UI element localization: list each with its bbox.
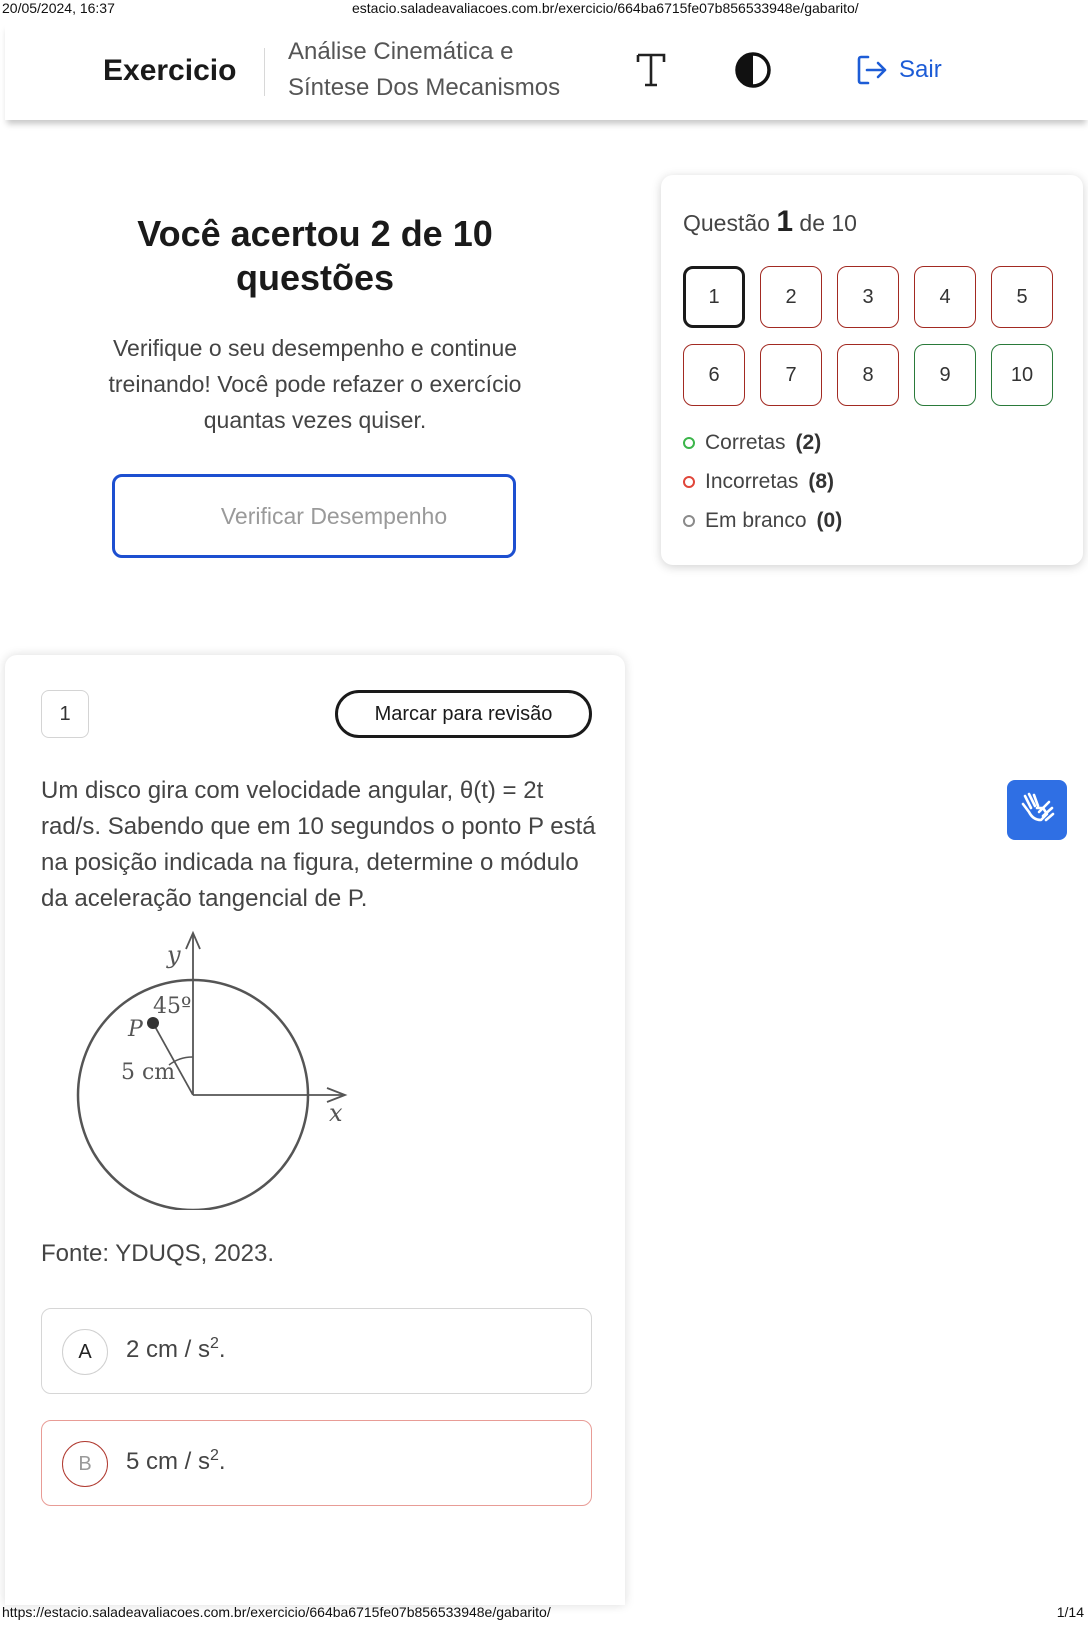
question-navigator [661, 175, 1083, 565]
result-title: Você acertou 2 de 10 questões [137, 213, 493, 298]
point-label: P [128, 1017, 143, 1042]
legend-correct-label: Corretas [705, 431, 786, 454]
question-button-4[interactable]: 4 [914, 266, 976, 328]
legend-blank-label: Em branco [705, 509, 807, 532]
legend-blank-count: (0) [816, 509, 843, 532]
logout-label: Sair [899, 56, 942, 83]
result-message: Verifique o seu desempenho e continue treinando! Você pode refazer o exercício quantas vezes quiser. [108, 335, 522, 433]
print-url: estacio.saladeavaliacoes.com.br/exercicio/664ba6715fe07b856533948e/gabarito/ [352, 0, 859, 16]
navigator-title [683, 205, 857, 239]
logout-button[interactable] [855, 50, 942, 90]
legend-incorrect-count: (8) [808, 470, 835, 493]
verify-performance-button[interactable]: Verificar Desempenho [112, 474, 516, 558]
incorrect-dot-icon [683, 476, 695, 488]
legend-incorrect-label: Incorretas [705, 470, 799, 493]
question-button-3[interactable]: 3 [837, 266, 899, 328]
legend-correct [683, 431, 821, 455]
option-b-text [126, 1447, 226, 1476]
question-button-5[interactable]: 5 [991, 266, 1053, 328]
course-title [288, 34, 608, 106]
contrast-button[interactable] [731, 48, 775, 92]
header-divider [264, 48, 265, 96]
option-b-exponent: 2 [210, 1447, 219, 1464]
y-axis-label: y [167, 941, 181, 969]
question-button-2[interactable]: 2 [760, 266, 822, 328]
option-a-value: 2 cm / s [126, 1336, 211, 1363]
print-page-number: 1/14 [1056, 1604, 1084, 1620]
navigator-prefix: Questão [683, 210, 770, 236]
legend-correct-count: (2) [795, 431, 822, 454]
option-a-suffix: . [218, 1336, 226, 1363]
sign-language-icon [1017, 790, 1057, 830]
app-header [5, 22, 1088, 120]
question-number: 1 [41, 690, 89, 738]
question-statement: Um disco gira com velocidade angular, θ(t) = 2t rad/s. Sabendo que em 10 segundos o ponto P está na posição indicada na figura, determine o módulo da aceleração tangencial de P. [41, 777, 596, 912]
legend-blank [683, 509, 842, 533]
question-button-10[interactable]: 10 [991, 344, 1053, 406]
legend-incorrect [683, 470, 834, 494]
option-a[interactable] [41, 1308, 592, 1394]
course-title-line1: Análise Cinemática e [288, 38, 514, 65]
question-card [5, 655, 625, 1605]
option-b-value: 5 cm / s [126, 1448, 211, 1475]
text-size-button[interactable] [631, 48, 671, 92]
option-b-suffix: . [218, 1448, 226, 1475]
option-b-letter: B [62, 1441, 108, 1487]
course-title-line2: Síntese Dos Mecanismos [288, 74, 561, 101]
radius-label: 5 cm [121, 1060, 176, 1085]
brand-title: Exercicio [103, 54, 237, 87]
disk-figure [75, 925, 365, 1210]
logout-icon [855, 53, 889, 87]
option-b[interactable] [41, 1420, 592, 1506]
question-button-9[interactable]: 9 [914, 344, 976, 406]
navigator-current: 1 [776, 205, 794, 238]
print-header [0, 0, 1088, 18]
angle-label: 45º [153, 994, 192, 1019]
print-datetime: 20/05/2024, 16:37 [2, 0, 115, 16]
option-a-letter: A [62, 1329, 108, 1375]
print-footer-url: https://estacio.saladeavaliacoes.com.br/exercicio/664ba6715fe07b856533948e/gabarito/ [2, 1604, 551, 1620]
question-button-7[interactable]: 7 [760, 344, 822, 406]
mark-for-review-button[interactable]: Marcar para revisão [335, 690, 592, 738]
text-size-icon [636, 53, 666, 87]
question-button-8[interactable]: 8 [837, 344, 899, 406]
correct-dot-icon [683, 437, 695, 449]
figure-source: Fonte: YDUQS, 2023. [41, 1240, 275, 1267]
print-footer [0, 1604, 1088, 1624]
x-axis-label: x [329, 1099, 343, 1127]
option-a-exponent: 2 [210, 1335, 219, 1352]
navigator-suffix: de 10 [799, 210, 857, 236]
question-button-1[interactable]: 1 [683, 266, 745, 328]
question-button-6[interactable]: 6 [683, 344, 745, 406]
contrast-icon [734, 51, 772, 89]
option-a-text [126, 1335, 226, 1364]
blank-dot-icon [683, 515, 695, 527]
accessibility-button[interactable] [1007, 780, 1067, 840]
